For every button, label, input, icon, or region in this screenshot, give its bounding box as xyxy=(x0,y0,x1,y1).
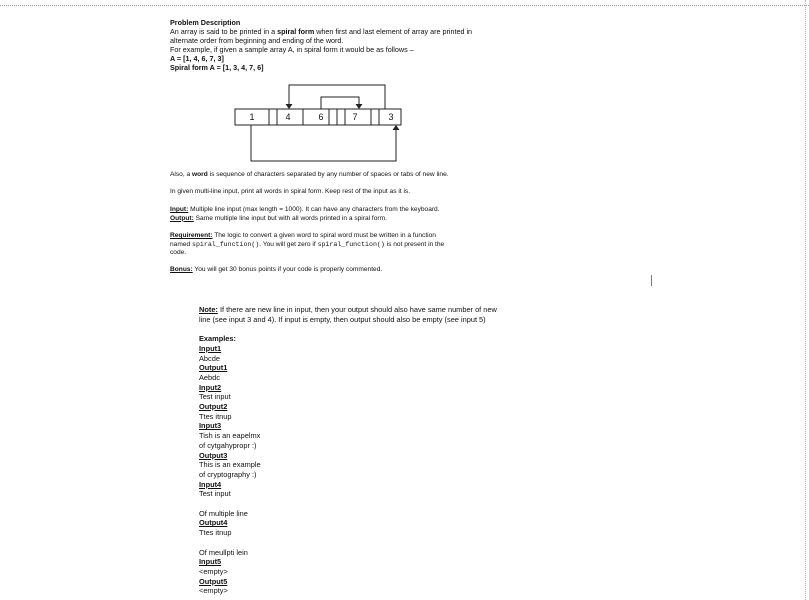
io-spec xyxy=(170,206,590,223)
spiral-diagram xyxy=(229,78,419,170)
array-cell-3: 6 xyxy=(318,112,324,122)
word-term: word xyxy=(192,171,208,178)
array-cell-2: 4 xyxy=(285,112,291,122)
bonus: Bonus: You will get 30 bonus points if your code is properly commented. xyxy=(170,266,383,273)
arrow-6-to-7 xyxy=(321,97,359,109)
array-cell-1: 1 xyxy=(249,112,255,122)
output4-line-1: Ttes itnup xyxy=(199,528,232,538)
input-spec: Input: Multiple line input (max length = 1000). It can have any characters from the keyboard. xyxy=(170,206,440,213)
input1-label: Input1 xyxy=(199,343,222,353)
arrow-1-to-3 xyxy=(251,125,396,161)
problem-description xyxy=(170,18,590,72)
input1-value: Abcde xyxy=(199,353,220,363)
examples-section xyxy=(199,305,599,596)
output1-label: Output1 xyxy=(199,363,228,373)
output2-label: Output2 xyxy=(199,402,228,412)
input3-label: Input3 xyxy=(199,421,222,431)
output3-label: Output3 xyxy=(199,450,228,460)
output5-label: Output5 xyxy=(199,576,228,586)
array-cell-4: 7 xyxy=(352,112,358,122)
output4-label: Output4 xyxy=(199,518,228,528)
note-line-1: Note: If there are new line in input, then your output should also have same number of new xyxy=(199,305,497,314)
input4-label: Input4 xyxy=(199,479,222,489)
input4-line-2: Of multiple line xyxy=(199,508,248,518)
output5-value: <empty> xyxy=(199,586,228,596)
page-top-border xyxy=(0,0,809,6)
input2-label: Input2 xyxy=(199,382,222,392)
output2-value: Ttes itnup xyxy=(199,411,232,421)
requirement: Requirement: The logic to convert a given word to spiral word must be written in a function named spiral_function(). You will get zero if spiral_function() is not present in the code. xyxy=(170,232,445,256)
spiral-form-term: spiral form xyxy=(277,27,315,36)
multiline-instruction: In given multi-line input, print all words in spiral form. Keep rest of the input as it is. xyxy=(170,188,411,195)
function-name: spiral_function() xyxy=(192,240,260,248)
problem-line-3: For example, if given a sample array A, in spiral form it would be as follows – xyxy=(170,45,414,54)
array-example: A = [1, 4, 6, 7, 3] xyxy=(170,54,224,63)
text-cursor xyxy=(651,275,652,286)
input3-line-2: of cytgahypropr :) xyxy=(199,440,257,450)
input2-value: Test input xyxy=(199,392,231,402)
problem-title: Problem Description xyxy=(170,18,241,27)
output3-line-1: This is an example xyxy=(199,460,261,470)
output3-line-2: of cryptography :) xyxy=(199,469,257,479)
input4-line-1: Test input xyxy=(199,489,231,499)
page-right-border xyxy=(805,0,809,600)
examples-heading: Examples: xyxy=(199,334,236,344)
array-cell-5: 3 xyxy=(388,112,394,122)
input5-value: <empty> xyxy=(199,566,228,576)
spiral-example: Spiral form A = [1, 3, 4, 7, 6] xyxy=(170,63,264,72)
problem-line-2: alternate order from beginning and ending of the word. xyxy=(170,36,344,45)
input3-line-1: Tish is an eapelmx xyxy=(199,431,261,441)
output-spec: Output: Same multiple line input but with all words printed in a spiral form. xyxy=(170,214,387,222)
output4-line-2: Of meullpti lein xyxy=(199,547,248,557)
word-definition: Also, a word is sequence of characters separated by any number of spaces or tabs of new line. xyxy=(170,171,449,178)
problem-line-1: An array is said to be printed in a spiral form when first and last element of array are printed in xyxy=(170,27,473,36)
input5-label: Input5 xyxy=(199,557,222,567)
output1-value: Aebdc xyxy=(199,372,220,382)
note-line-2: line (see input 3 and 4). If input is empty, then output should also be empty (see input 5) xyxy=(199,314,486,324)
